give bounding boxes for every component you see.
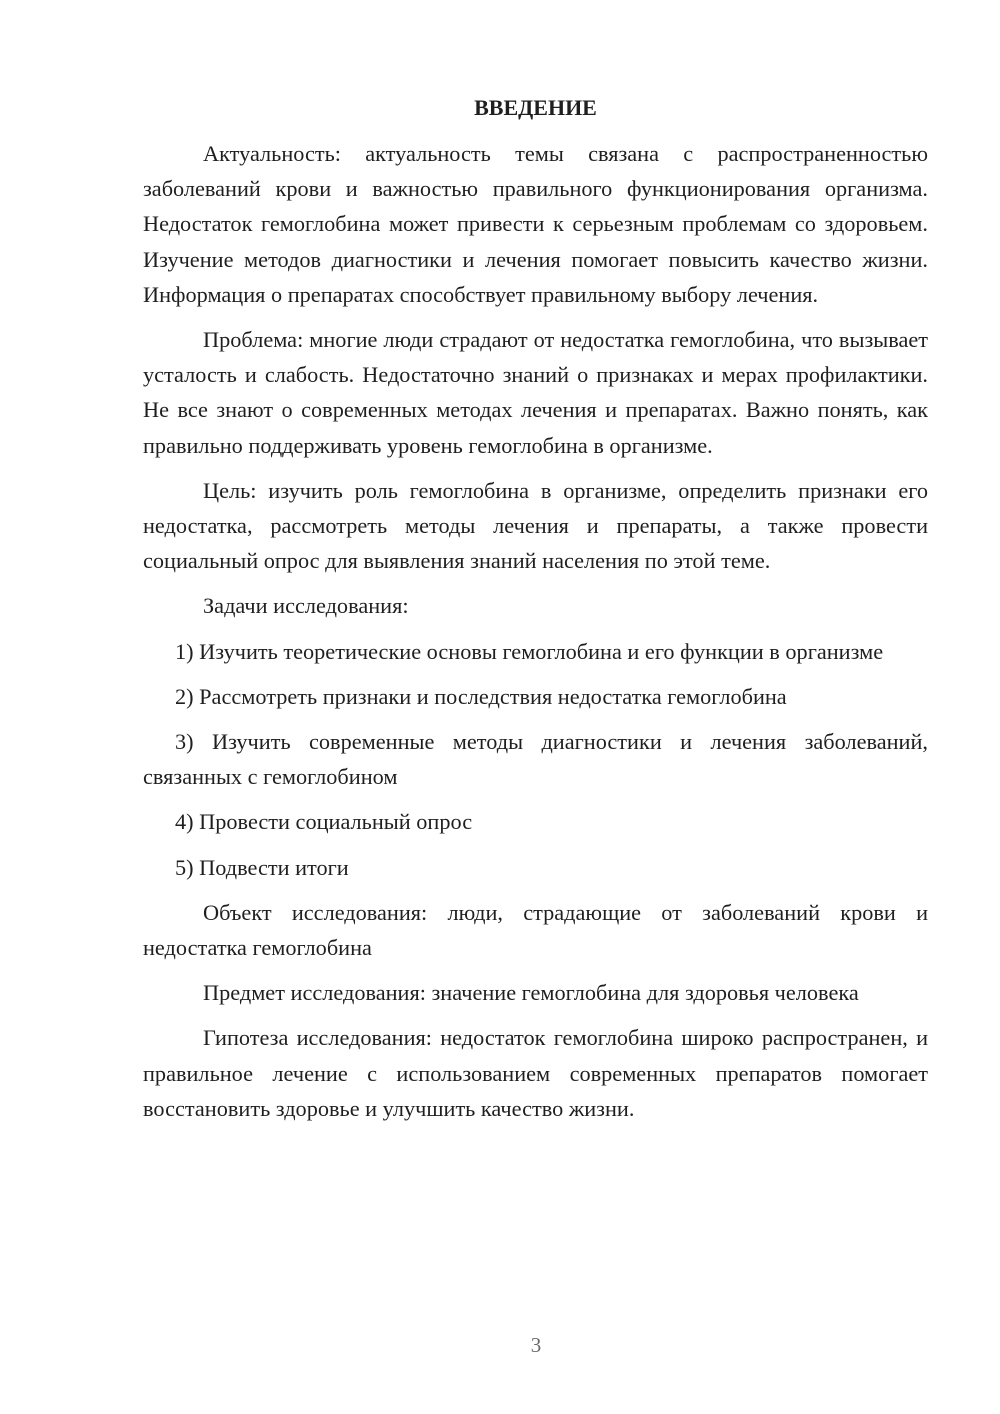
tasks-heading: Задачи исследования:: [203, 593, 409, 619]
page-number: 3: [530, 1333, 542, 1357]
task-item-3: 3) Изучить современные методы диагностики и лечения заболеваний, связанных с гемоглобином: [143, 729, 928, 790]
task-item-1: 1) Изучить теоретические основы гемоглобина и его функции в организме: [175, 638, 884, 664]
goal-paragraph: Цель: изучить роль гемоглобина в организме, определить признаки его недостатка, рассмотреть методы лечения и препараты, а также провести социальный опрос для выявления знаний населения по этой теме.: [143, 477, 928, 574]
subject-paragraph: Предмет исследования: значение гемоглобина для здоровья человека: [203, 980, 859, 1006]
task-item-5: 5) Подвести итоги: [175, 854, 349, 880]
relevance-paragraph: Актуальность: актуальность темы связана с распространенностью заболеваний крови и важностью правильного функционирования организма. Недостаток гемоглобина может привести к серьезным проблемам со здоровьем. Изучение методов диагностики и лечения помогает повысить качество жизни. Информация о препаратах способствует правильному выбору лечения.: [143, 141, 928, 307]
hypothesis-paragraph: Гипотеза исследования: недостаток гемоглобина широко распространен, и правильное лечение с использованием современных препаратов помогает восстановить здоровье и улучшить качество жизни.: [143, 1025, 928, 1121]
object-paragraph: Объект исследования: люди, страдающие от заболеваний крови и недостатка гемоглобина: [143, 899, 928, 961]
document-title: ВВЕДЕНИЕ: [474, 95, 597, 120]
document-page: [143, 90, 928, 1136]
problem-paragraph: Проблема: многие люди страдают от недостатка гемоглобина, что вызывает усталость и слабость. Недостаточно знаний о признаках и мерах профилактики. Не все знают о современных методах лечения и препаратах. Важно понять, как правильно поддерживать уровень гемоглобина в организме.: [143, 327, 928, 458]
task-item-4: 4) Провести социальный опрос: [175, 809, 473, 835]
task-item-2: 2) Рассмотреть признаки и последствия недостатка гемоглобина: [175, 683, 787, 709]
